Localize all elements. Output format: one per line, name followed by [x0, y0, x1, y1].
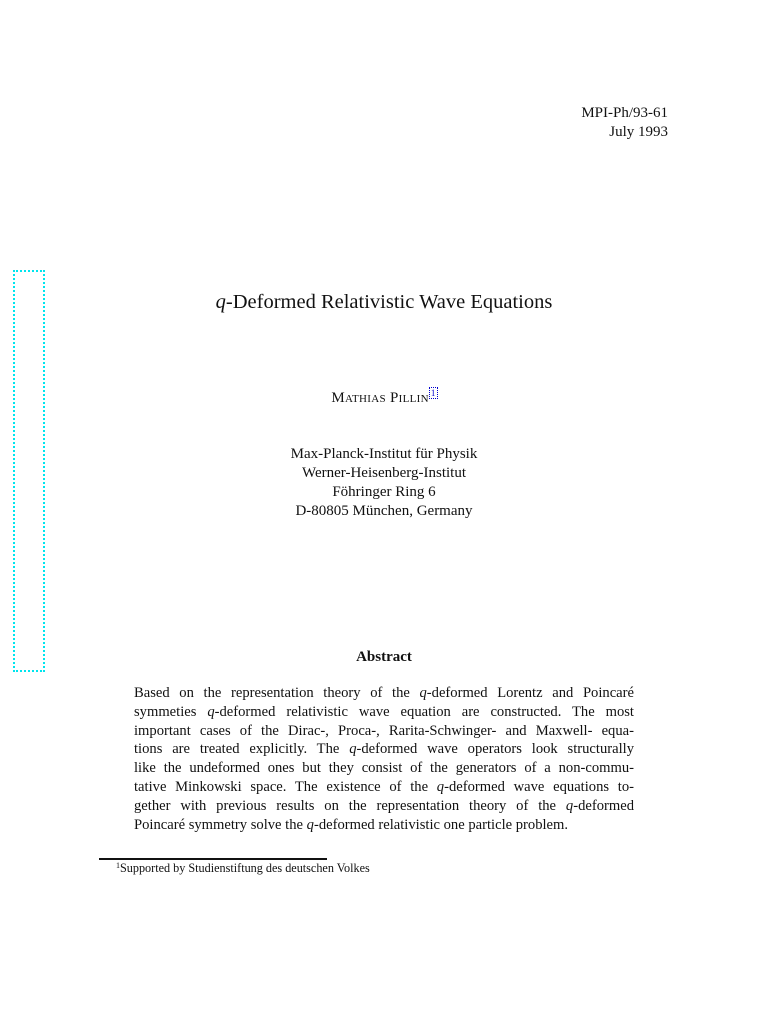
title-text: -Deformed Relativistic Wave Equations	[225, 291, 553, 313]
abstract-line: Poincaré symmetry solve the q-deformed relativistic one particle problem.	[134, 816, 569, 833]
abstract-line: Based on the representation theory of the q-deformed Lorentz and Poincaré	[134, 685, 634, 701]
report-date: July 1993	[609, 124, 668, 140]
abstract-body	[134, 684, 634, 834]
affiliation-block	[0, 445, 768, 521]
affiliation-line: Max-Planck-Institut für Physik	[290, 446, 478, 462]
abstract-heading: Abstract	[356, 649, 412, 665]
author-name: Mathias Pillin	[331, 390, 429, 406]
report-number: MPI-Ph/93-61	[581, 105, 668, 121]
footnote-text: Supported by Studienstiftung des deutschen Volkes	[120, 861, 370, 875]
paper-title	[0, 291, 768, 314]
abstract-line: gether with previous results on the representation theory of the q-deformed	[134, 797, 634, 814]
footnote	[116, 861, 370, 876]
abstract-line: important cases of the Dirac-, Proca-, Rarita-Schwinger- and Maxwell- equa-	[134, 722, 634, 739]
affiliation-line: Föhringer Ring 6	[332, 484, 436, 500]
footnote-separator	[99, 858, 327, 860]
affiliation-line: Werner-Heisenberg-Institut	[302, 465, 466, 481]
author-line	[0, 388, 768, 407]
footnote-link[interactable]: 1	[430, 388, 436, 398]
report-identifier	[581, 104, 668, 142]
abstract-line: like the undeformed ones but they consist of the generators of a non-commu-	[134, 760, 634, 777]
title-variable: q	[215, 291, 226, 313]
footnote-mark: 1	[116, 861, 120, 870]
affiliation-line: D-80805 München, Germany	[295, 503, 473, 519]
abstract-line: tative Minkowski space. The existence of the q-deformed wave equations to-	[134, 778, 634, 795]
abstract-line: tions are treated explicitly. The q-deformed wave operators look structurally	[134, 741, 634, 758]
abstract-line: symmeties q-deformed relativistic wave equation are constructed. The most	[134, 703, 634, 720]
